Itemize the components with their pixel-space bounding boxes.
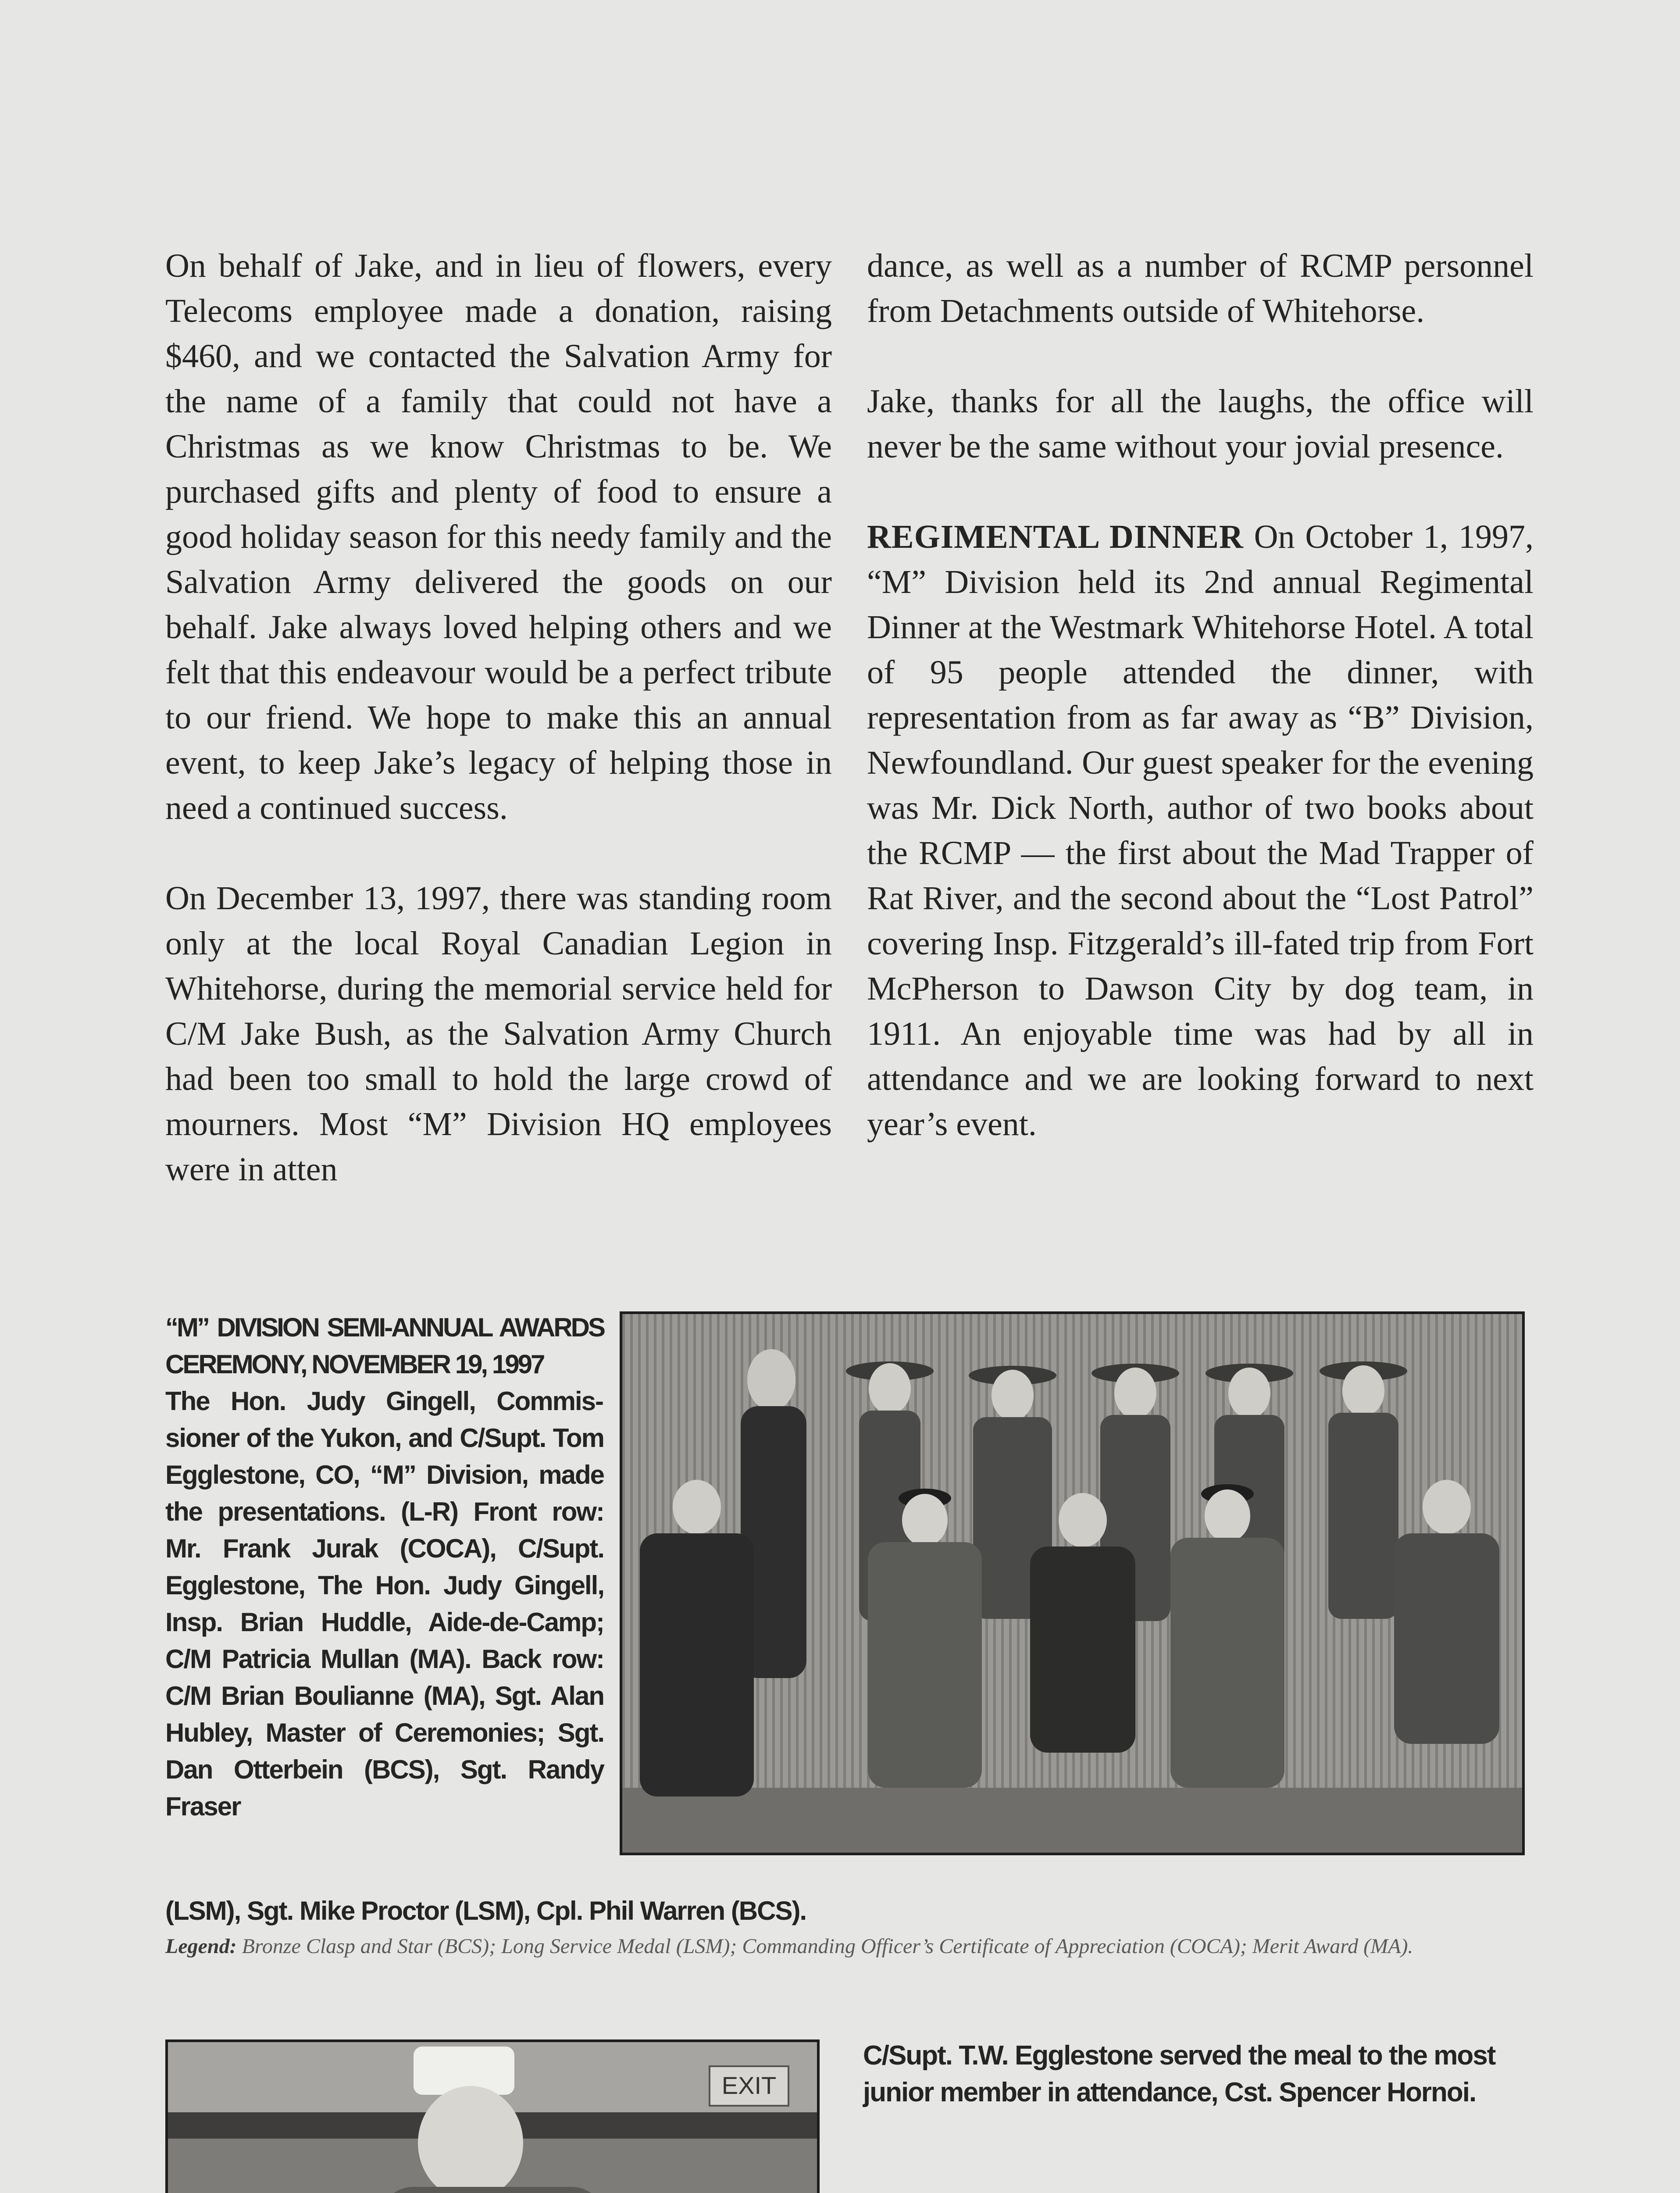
paragraph-continued: dance, as well as a number of RCMP personnel from Detachments outside of Whitehorse. bbox=[867, 247, 1534, 329]
article-left-column bbox=[165, 243, 832, 1192]
paragraph-memorial: On December 13, 1997, there was standing room only at the local Royal Canadian Legion in Whitehorse, during the memorial service held for C/M Jake Bush, as the Salvation Army Church had been too small to hold the large crowd of mourners. Most “M” Division HQ employees were in atten bbox=[165, 880, 832, 1188]
legend-text: Bronze Clasp and Star (BCS); Long Service Medal (LSM); Commanding Officer’s Certificate of Appreciation (COCA); Merit Award (MA). bbox=[236, 1935, 1413, 1958]
regimental-dinner-photo-graphic bbox=[168, 2042, 817, 2193]
awards-caption-body: The Hon. Judy Gingell, Commissioner of the Yukon, and C/Supt. Tom Egglestone, CO, “M” Division, made the presentations. (L-R) Front row: Mr. Frank Jurak (COCA), C/Supt. Egglestone, The Hon. Judy Gingell, Insp. Brian Huddle, Aide-de-Camp; C/M Patricia Mullan (MA). Back row: C/M Brian Boulianne (MA), Sgt. Alan Hubley, Master of Ceremonies; Sgt. Dan Otterbein (BCS), Sgt. Randy Fraser bbox=[165, 1386, 604, 1821]
awards-caption-tail: (LSM), Sgt. Mike Proctor (LSM), Cpl. Phil Warren (BCS). bbox=[165, 1896, 806, 1925]
dinner-photo-caption: C/Supt. T.W. Egglestone served the meal to the most junior member in attendance, Cst. Spencer Hornoi. bbox=[863, 2040, 1495, 2107]
regimental-dinner-heading: REGIMENTAL DINNER bbox=[867, 518, 1244, 555]
paragraph-regimental-dinner bbox=[867, 514, 1534, 1147]
awards-photo-caption bbox=[165, 1309, 806, 1925]
paragraph-donation: On behalf of Jake, and in lieu of flowers, every Telecoms employee made a donation, raising $460, and we contacted the Salvation Army for the name of a family that could not have a Christmas as we know Christmas to be. We purchased gifts and plenty of food to ensure a good holiday season for this needy family and the Salvation Army delivered the goods on our behalf. Jake always loved helping others and we felt that this endeavour would be a perfect tribute to our friend. We hope to make this an annual event, to keep Jake’s legacy of helping those in need a continued success. bbox=[165, 247, 832, 826]
exit-sign: EXIT bbox=[721, 2072, 777, 2099]
awards-ceremony-photo-graphic bbox=[622, 1314, 1522, 1853]
legend-label: Legend: bbox=[165, 1935, 237, 1958]
awards-ceremony-photo bbox=[620, 1311, 1525, 1855]
regimental-dinner-photo bbox=[165, 2039, 820, 2193]
paragraph-farewell: Jake, thanks for all the laughs, the office will never be the same without your jovial presence. bbox=[867, 383, 1534, 465]
regimental-dinner-body: On October 1, 1997, “M” Division held its 2nd annual Regimental Dinner at the Westmark Whitehorse Hotel. A total of 95 people attended the dinner, with representation from as far away as “B” Division, Newfoundland. Our guest speaker for the evening was Mr. Dick North, author of two books about the RCMP — the first about the Mad Trapper of Rat River, and the second about the “Lost Patrol” covering Insp. Fitzgerald’s ill-fated trip from Fort McPherson to Dawson City by dog team, in 1911. An enjoyable time was had by all in attendance and we are looking forward to next year’s event. bbox=[867, 518, 1534, 1143]
article-right-column bbox=[867, 243, 1534, 1147]
medal-legend bbox=[165, 1932, 1529, 1961]
awards-caption-heading: “M” DIVISION SEMI-ANNUAL AWARDS CEREMONY, NOVEMBER 19, 1997 bbox=[165, 1313, 604, 1379]
